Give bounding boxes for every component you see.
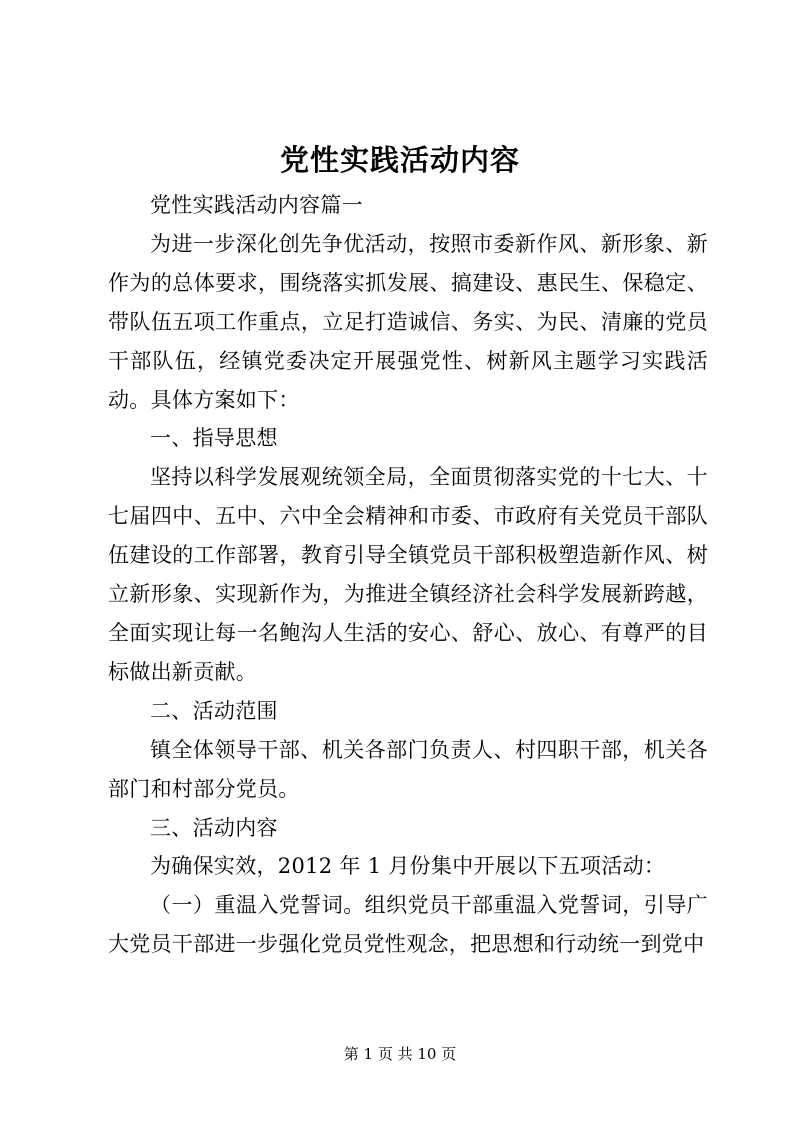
paragraph-intro: 为进一步深化创先争优活动，按照市委新作风、新形象、新作为的总体要求，围绕落实抓发展、搞建设、惠民生、保稳定、带队伍五项工作重点，立足打造诚信、务实、为民、清廉的党员干部队伍，经镇党委决定开展强党性、树新风主题学习实践活动。具体方案如下： bbox=[108, 231, 708, 412]
paragraph-guiding-thought: 坚持以科学发展观统领全局，全面贯彻落实党的十七大、十七届四中、五中、六中全会精神和市委、市政府有关党员干部队伍建设的工作部署，教育引导全镇党员干部积极塑造新作风、树立新形象、实现新作为，为推进全镇经济社会科学发展新跨越，全面实现让每一名鲍沟人生活的安心、舒心、放心、有尊严的目标做出新贡献。 bbox=[108, 465, 708, 684]
paragraph-heading-content: 三、活动内容 bbox=[150, 815, 278, 840]
paragraph-section-heading: 党性实践活动内容篇一 bbox=[150, 193, 363, 217]
page-number-footer: 第 1 页 共 10 页 bbox=[343, 1045, 457, 1063]
paragraph-content-intro: 为确保实效，2012 年 1 月份集中开展以下五项活动： bbox=[150, 854, 666, 879]
paragraph-activity-one: （一）重温入党誓词。组织党员干部重温入党誓词，引导广大党员干部进一步强化党员党性观念，把思想和行动统一到党中 bbox=[108, 893, 708, 957]
paragraph-heading-guiding-thought: 一、指导思想 bbox=[150, 426, 278, 451]
paragraph-heading-scope: 二、活动范围 bbox=[150, 698, 278, 723]
document-title: 党性实践活动内容 bbox=[279, 143, 520, 177]
paragraph-scope: 镇全体领导干部、机关各部门负责人、村四职干部，机关各部门和村部分党员。 bbox=[108, 737, 708, 801]
document-body bbox=[108, 186, 708, 964]
